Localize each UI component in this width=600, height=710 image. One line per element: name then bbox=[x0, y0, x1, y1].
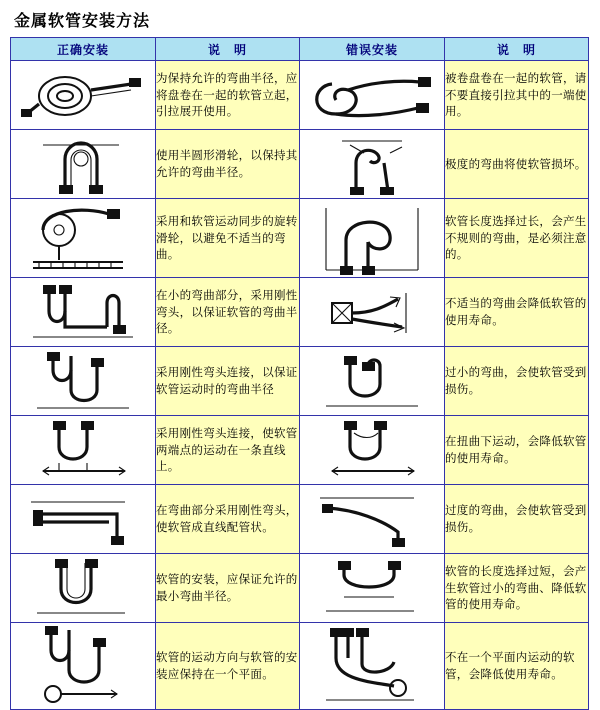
semicircle-pulley-icon bbox=[11, 130, 156, 199]
wrong-note: 软管的长度选择过短，会产生软管过小的弯曲、降低软管的使用寿命。 bbox=[445, 554, 589, 623]
correct-note: 软管的运动方向与软管的安装应保持在一个平面。 bbox=[156, 623, 300, 710]
sharp-bend-hose-icon bbox=[300, 130, 445, 199]
correct-note: 采用刚性弯头连接，使软管两端点的运动在一条直线上。 bbox=[156, 416, 300, 485]
straight-pipe-elbow-icon bbox=[11, 485, 156, 554]
correct-note: 在弯曲部分采用刚性弯头，使软管成直线配管状。 bbox=[156, 485, 300, 554]
correct-note: 为保持允许的弯曲半径，应将盘卷在一起的软管立起，引拉展开使用。 bbox=[156, 61, 300, 130]
table-row bbox=[11, 130, 589, 199]
wrong-note: 不适当的弯曲会降低软管的使用寿命。 bbox=[445, 278, 589, 347]
coiled-hose-pulled-icon bbox=[300, 61, 445, 130]
wrong-note: 在扭曲下运动，会降低软管的使用寿命。 bbox=[445, 416, 589, 485]
table-row bbox=[11, 199, 589, 278]
twisted-u-bend-icon bbox=[300, 416, 445, 485]
rotating-pulley-chain-icon bbox=[11, 199, 156, 278]
installation-methods-table bbox=[10, 37, 589, 710]
coiled-hose-flat-icon bbox=[11, 61, 156, 130]
out-of-plane-motion-icon bbox=[300, 623, 445, 710]
correct-note: 使用半圆形滑轮，以保持其允许的弯曲半径。 bbox=[156, 130, 300, 199]
table-row bbox=[11, 61, 589, 130]
table-header-row bbox=[11, 38, 589, 61]
too-small-bend-icon bbox=[300, 347, 445, 416]
too-long-hose-small-bend-icon bbox=[300, 554, 445, 623]
correct-note: 软管的安装，应保证允许的最小弯曲半径。 bbox=[156, 554, 300, 623]
table-row bbox=[11, 485, 589, 554]
wrong-note: 过度的弯曲，会使软管受到损伤。 bbox=[445, 485, 589, 554]
wrong-note: 被卷盘卷在一起的软管，请不要直接引拉其中的一端使用。 bbox=[445, 61, 589, 130]
same-plane-motion-icon bbox=[11, 623, 156, 710]
page-title: 金属软管安装方法 bbox=[14, 11, 151, 30]
table-row bbox=[11, 347, 589, 416]
correct-note: 采用和软管运动同步的旋转滑轮，以避免不适当的弯曲。 bbox=[156, 199, 300, 278]
table-row bbox=[11, 623, 589, 710]
min-bend-radius-u-icon bbox=[11, 554, 156, 623]
table-row bbox=[11, 278, 589, 347]
over-bent-pipe-icon bbox=[300, 485, 445, 554]
rigid-elbow-u-loop-icon bbox=[11, 347, 156, 416]
wrong-note: 过小的弯曲，会使软管受到损伤。 bbox=[445, 347, 589, 416]
improper-bend-arrows-icon bbox=[300, 278, 445, 347]
wrong-note: 极度的弯曲将使软管损坏。 bbox=[445, 130, 589, 199]
header-wrong-install: 错误安装 bbox=[300, 38, 445, 61]
wrong-note: 不在一个平面内运动的软管，会降低使用寿命。 bbox=[445, 623, 589, 710]
wrong-note: 软管长度选择过长，会产生不规则的弯曲，是必须注意的。 bbox=[445, 199, 589, 278]
correct-note: 采用刚性弯头连接，以保证软管运动时的弯曲半径 bbox=[156, 347, 300, 416]
header-correct-note: 说 明 bbox=[156, 38, 300, 61]
table-row bbox=[11, 416, 589, 485]
correct-note: 在小的弯曲部分，采用刚性弯头，以保证软管的弯曲半径。 bbox=[156, 278, 300, 347]
rigid-elbow-small-bend-icon bbox=[11, 278, 156, 347]
header-wrong-note: 说 明 bbox=[445, 38, 589, 61]
table-row bbox=[11, 554, 589, 623]
header-correct-install: 正确安装 bbox=[11, 38, 156, 61]
u-bend-straight-line-icon bbox=[11, 416, 156, 485]
long-hose-irregular-bend-icon bbox=[300, 199, 445, 278]
